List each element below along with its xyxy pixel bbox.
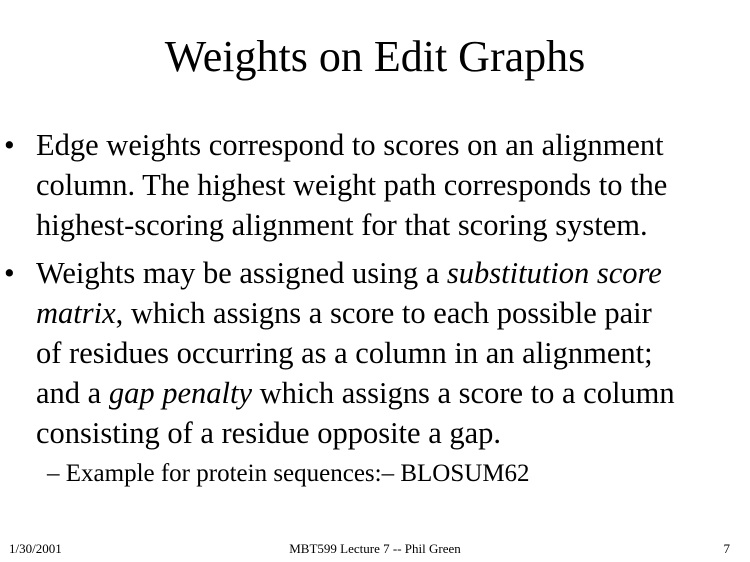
bullet-1-line-1: Edge weights correspond to scores on an alignment <box>36 128 664 162</box>
term-gap-penalty: gap penalty <box>108 376 252 410</box>
bullet-2-line-1 <box>36 253 662 293</box>
bullet-1-symbol: • <box>4 128 15 162</box>
footer-date: 1/30/2001 <box>9 541 62 556</box>
bullet-2-line-2 <box>36 293 652 333</box>
bullet-2-line-4-text-a: and a <box>36 376 109 410</box>
bullet-2-line-5: consisting of a residue opposite a gap. <box>36 416 502 450</box>
term-substitution-score: substitution score <box>446 256 662 290</box>
bullet-2-line-2-text: , which assigns a score to each possible pair <box>115 296 652 330</box>
sub-bullet: – Example for protein sequences:– BLOSUM62 <box>47 460 530 487</box>
term-matrix: matrix <box>36 296 116 330</box>
page-number: 7 <box>723 541 730 556</box>
bullet-2-line-4 <box>36 373 675 413</box>
bullet-2-line-1-text: Weights may be assigned using a <box>36 256 447 290</box>
slide-title: Weights on Edit Graphs <box>164 32 586 81</box>
footer-center-text: MBT599 Lecture 7 -- Phil Green <box>289 541 461 556</box>
bullet-1-line-3: highest-scoring alignment for that scoring system. <box>36 208 648 242</box>
bullet-2-symbol: • <box>4 256 15 290</box>
bullet-2-line-3: of residues occurring as a column in an alignment; <box>36 336 653 370</box>
bullet-2-line-4-text-b: which assigns a score to a column <box>251 376 675 410</box>
bullet-1-line-2: column. The highest weight path corresponds to the <box>36 168 668 202</box>
